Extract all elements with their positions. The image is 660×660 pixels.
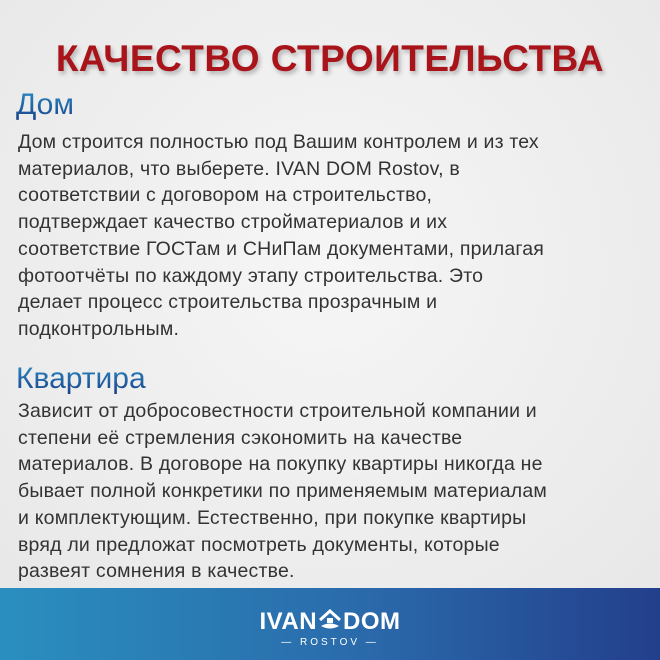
text-line: Зависит от добросовестности строительной компании и bbox=[18, 400, 537, 422]
text-line: и комплектующим. Естественно, при покупке квартиры bbox=[18, 506, 527, 529]
text-line: подконтрольным. bbox=[18, 317, 180, 340]
text-line: фотоотчёты по каждому этапу строительства. Это bbox=[18, 264, 484, 287]
logo-text-right: DOM bbox=[343, 608, 401, 635]
text-line: Дом строится полностью под Вашим контролем и из тех bbox=[18, 131, 539, 153]
text-line: степени её стремления сэкономить на качестве bbox=[18, 426, 463, 449]
text-line: соответствие ГОСТам и СНиПам документами, прилагая bbox=[18, 237, 545, 260]
text-line: развеят сомнения в качестве. bbox=[18, 560, 295, 583]
logo-text-left: IVAN bbox=[259, 608, 318, 635]
logo-subtitle: — ROSTOV — bbox=[281, 637, 379, 648]
section-heading-apartment: Квартира bbox=[16, 362, 146, 395]
section-heading-house: Дом bbox=[16, 88, 74, 121]
text-line: соответствии с договором на строительство, bbox=[18, 184, 433, 207]
text-line: делает процесс строительства прозрачным и bbox=[18, 291, 438, 314]
brand-logo bbox=[0, 608, 660, 648]
section-body-apartment bbox=[18, 398, 648, 585]
text-line: подтверждает качество стройматериалов и их bbox=[18, 211, 448, 234]
page-title: КАЧЕСТВО СТРОИТЕЛЬСТВА bbox=[55, 38, 605, 79]
text-line: материалов. В договоре на покупку квартиры никогда не bbox=[18, 453, 543, 476]
text-line: бывает полной конкретики по применяемым материалам bbox=[18, 480, 547, 503]
text-line: материалов, что выберете. IVAN DOM Rostov, в bbox=[18, 157, 460, 180]
section-body-house bbox=[18, 129, 648, 343]
house-icon bbox=[318, 609, 342, 631]
text-line: вряд ли предложат посмотреть документы, которые bbox=[18, 533, 500, 556]
